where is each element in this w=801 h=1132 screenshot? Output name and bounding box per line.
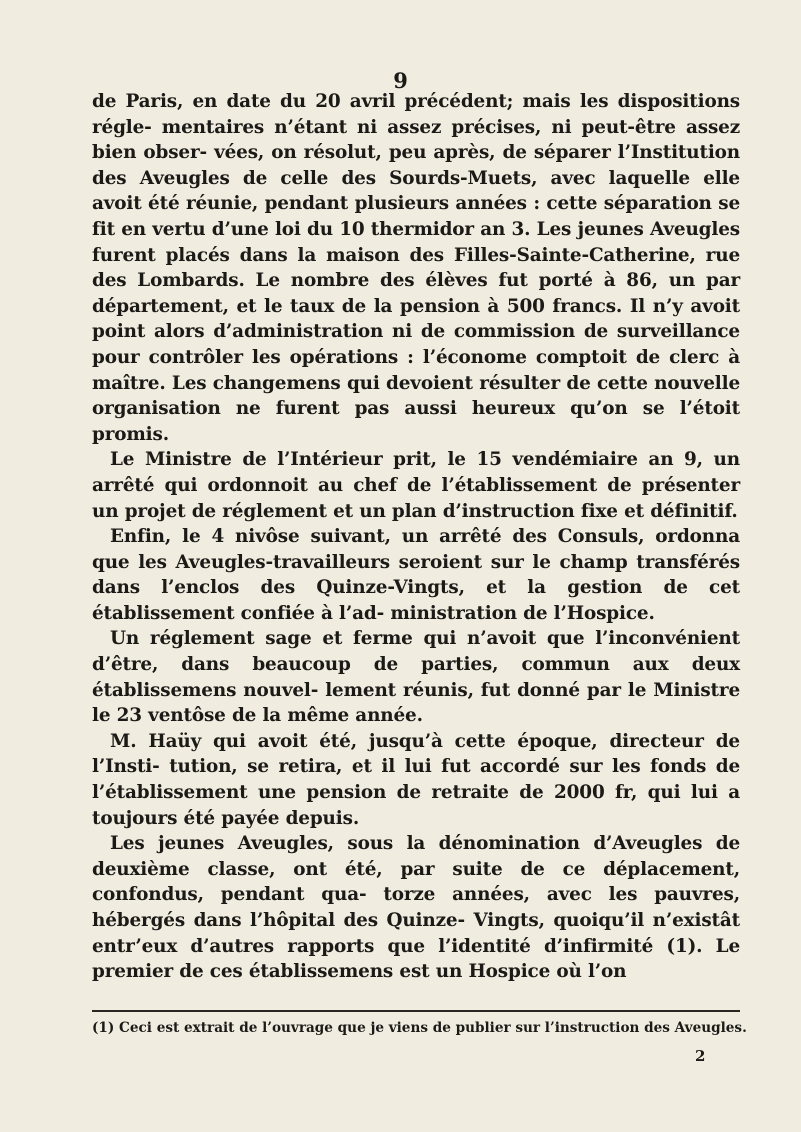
signature-mark: 2	[695, 1047, 706, 1065]
paragraph-4: Un réglement sage et ferme qui n’avoit que l’inconvénient d’être, dans beaucoup de parties, commun aux deux établissemens nouvel- lement réunis, fut donné par le Ministre le 23 ventôse de la même année.	[92, 628, 740, 727]
footnote-divider	[92, 1010, 740, 1012]
page-number: 9	[393, 68, 408, 93]
paragraph-6: Les jeunes Aveugles, sous la dénomination d’Aveugles de deuxième classe, ont été, par suite de ce déplacement, confondus, pendant qua- torze années, avec les pauvres, hébergés dans l’hôpital des Quinze- Vingts, quoiqu’il n’existât entr’eux d’autres rapports que l’identité d’infirmité (1). Le premier de ces établissemens est un Hospice où l’on	[92, 833, 740, 983]
body-text	[92, 89, 740, 985]
paragraph-3: Enfin, le 4 nivôse suivant, un arrêté des Consuls, ordonna que les Aveugles-travailleurs seroient sur le champ transférés dans l’enclos des Quinze-Vingts, et la gestion de cet établissement confiée à l’ad- ministration de l’Hospice.	[92, 526, 740, 624]
footnote: (1) Ceci est extrait de l’ouvrage que je viens de publier sur l’instruction des Aveugles.	[92, 1020, 747, 1036]
paragraph-1: de Paris, en date du 20 avril précédent; mais les dispositions régle- mentaires n’étant ni assez précises, ni peut-être assez bien obser- vées, on résolut, peu après, de séparer l’Institution des Aveugles de celle des Sourds-Muets, avec laquelle elle avoit été réunie, pendant plusieurs années : cette séparation se fit en vertu d’une loi du 10 thermidor an 3. Les jeunes Aveugles furent placés dans la maison des Filles-Sainte-Catherine, rue des Lombards. Le nombre des élèves fut porté à 86, un par département, et le taux de la pension à 500 francs. Il n’y avoit point alors d’administration ni de commission de surveillance pour contrôler les opérations : l’économe comptoit de clerc à maître. Les changemens qui devoient résulter de cette nouvelle organisation ne furent pas aussi heureux qu’on se l’étoit promis.	[92, 91, 740, 445]
paragraph-5: M. Haüy qui avoit été, jusqu’à cette époque, directeur de l’Insti- tution, se retira, et il lui fut accordé sur les fonds de l’établissement une pension de retraite de 2000 fr, qui lui a toujours été payée depuis.	[92, 730, 740, 829]
paragraph-2: Le Ministre de l’Intérieur prit, le 15 vendémiaire an 9, un arrêté qui ordonnoit au chef de l’établissement de présenter un projet de réglement et un plan d’instruction fixe et définitif.	[92, 449, 740, 522]
